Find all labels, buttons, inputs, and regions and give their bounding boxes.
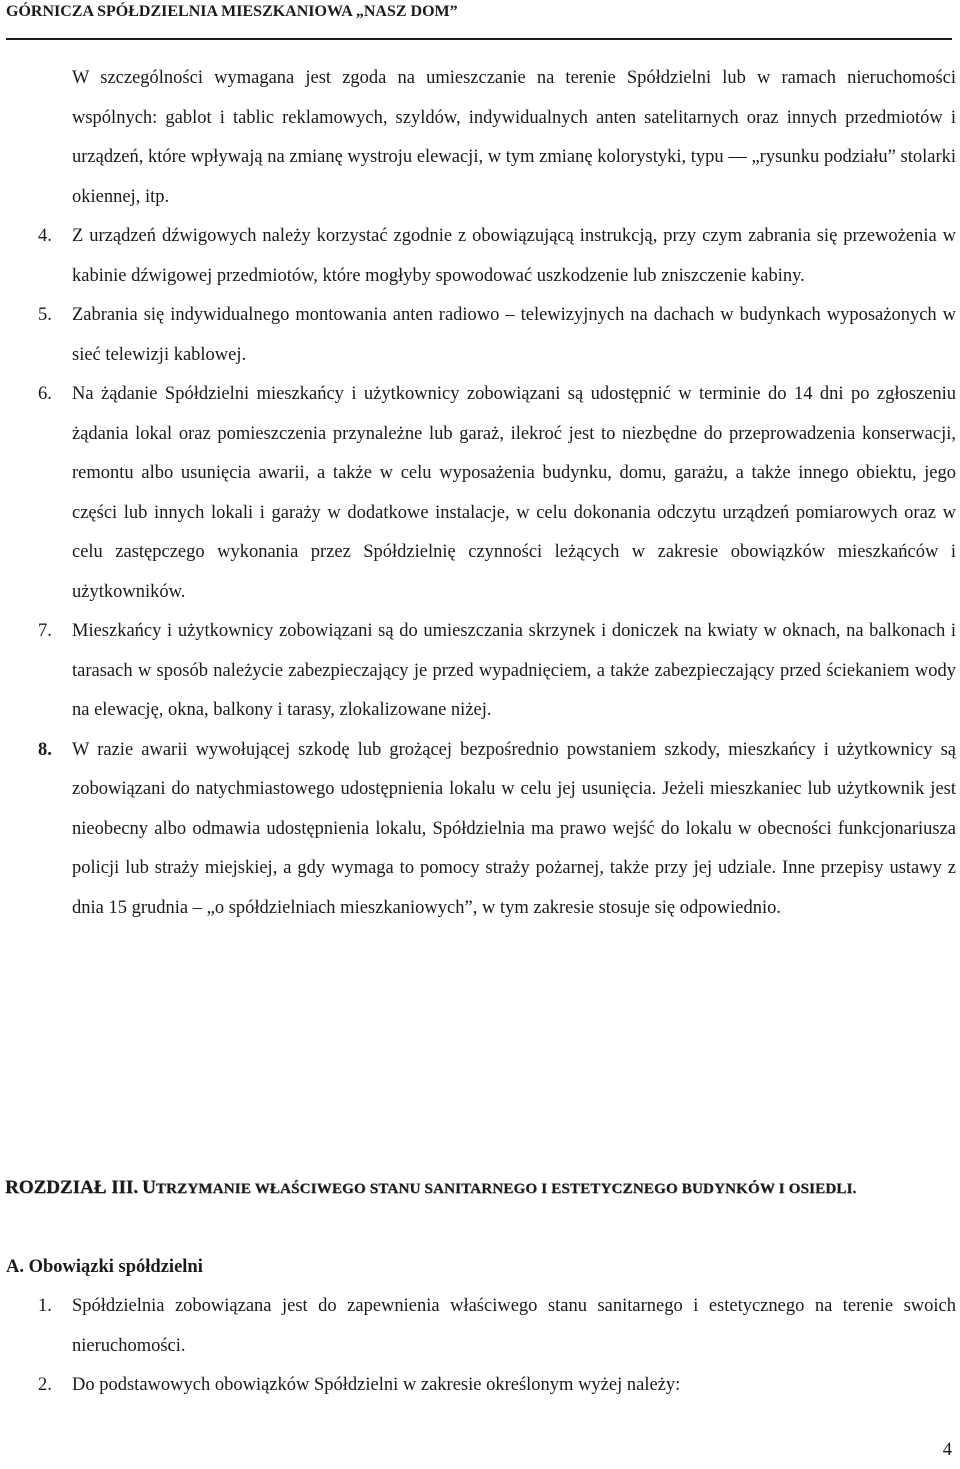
item-number: 1. — [38, 1296, 52, 1316]
item-number: 8. — [38, 739, 52, 760]
list-item-5 — [0, 296, 960, 375]
chapter-first-letter: U — [142, 1177, 156, 1198]
item-text: Mieszkańcy i użytkownicy zobowiązani są do umieszczania skrzynek i doniczek na kwiaty w oknach, na balkonach i tarasach w sposób należycie zabezpieczający je przed wypadnięciem, a także zabezpieczający przed ściekaniem wody na elewację, okna, balkony i tarasy, zlokalizowane niżej. — [72, 621, 956, 720]
obligation-item-1 — [0, 1287, 960, 1366]
item-number: 6. — [38, 384, 52, 404]
item-text: Do podstawowych obowiązków Spółdzielni w zakresie określonym wyżej należy: — [72, 1375, 681, 1395]
item-text: Na żądanie Spółdzielni mieszkańcy i użytkownicy zobowiązani są udostępnić w terminie do 14 dni po zgłoszeniu żądania lokal oraz pomieszczenia przynależne lub garaż, ilekroć jest to niezbędne do przeprowadzenia konserwacji, remontu albo usunięcia awarii, a także w celu wyposażenia budynku, domu, garażu, a także innego obiektu, jego części lub innych lokali i garaży w dodatkowe instalacje, w celu dokonania odczytu urządzeń pomiarowych oraz w celu zastępczego wykonania przez Spółdzielnię czynności leżących w zakresie obowiązków mieszkańców i użytkowników. — [72, 384, 956, 602]
chapter-heading — [5, 1167, 955, 1210]
item-number: 5. — [38, 305, 52, 325]
obligation-item-2 — [0, 1366, 960, 1406]
chapter-prefix: ROZDZIAŁ III. — [5, 1177, 139, 1198]
header-title: GÓRNICZA SPÓŁDZIELNIA MIESZKANIOWA „NASZ DOM” — [6, 3, 458, 20]
item-number: 7. — [38, 621, 52, 641]
item-text: Spółdzielnia zobowiązana jest do zapewnienia właściwego stanu sanitarnego i estetycznego na terenie swoich nieruchomości. — [72, 1296, 956, 1356]
item-text: Zabrania się indywidualnego montowania anten radiowo – telewizyjnych na dachach w budynkach wyposażonych w sieć telewizji kablowej. — [72, 305, 956, 365]
list-item-4 — [0, 217, 960, 296]
obligations-list — [0, 1287, 960, 1406]
page-number: 4 — [942, 1440, 952, 1460]
item-number: 4. — [38, 226, 52, 246]
item-number: 2. — [38, 1375, 52, 1395]
list-item-7 — [0, 612, 960, 731]
page-header — [6, 0, 952, 40]
item-text: W razie awarii wywołującej szkodę lub grożącej bezpośrednio powstaniem szkody, mieszkańcy i użytkownicy są zobowiązani do natychmiastowego udostępnienia lokalu w celu jej usunięcia. Jeżeli mieszkaniec lub użytkownik jest nieobecny albo odmawia udostępnienia lokalu, Spółdzielnia ma prawo wejść do lokalu w obecności funkcjonariusza policji lub straży miejskiej, a gdy wymaga to pomocy straży pożarnej, także przy jej udziale. Inne przepisy ustawy z dnia 15 grudnia – „o spółdzielniach mieszkaniowych”, w tym zakresie stosuje się odpowiednio. — [72, 739, 956, 918]
list-item-6 — [0, 375, 960, 612]
list-item-8 — [0, 731, 960, 929]
section-subheading: A. Obowiązki spółdzielni — [6, 1257, 203, 1277]
intro-text: W szczególności wymagana jest zgoda na umieszczanie na terenie Spółdzielni lub w ramach nieruchomości wspólnych: gablot i tablic reklamowych, szyldów, indywidualnych anten satelitarnych oraz innych przedmiotów i urządzeń, które wpływają na zmianę wystroju elewacji, w tym zmianę kolorystyki, typu — „rysunku podziału” stolarki okiennej, itp. — [72, 68, 956, 207]
item-text: Z urządzeń dźwigowych należy korzystać zgodnie z obowiązującą instrukcją, przy czym zabrania się przewożenia w kabinie dźwigowej przedmiotów, które mogłyby spowodować uszkodzenie lub zniszczenie kabiny. — [72, 226, 956, 286]
chapter-title: TRZYMANIE WŁAŚCIWEGO STANU SANITARNEGO I ESTETYCZNEGO BUDYNKÓW I OSIEDLI. — [155, 1181, 857, 1197]
intro-paragraph — [0, 59, 960, 217]
document-body — [0, 59, 960, 928]
